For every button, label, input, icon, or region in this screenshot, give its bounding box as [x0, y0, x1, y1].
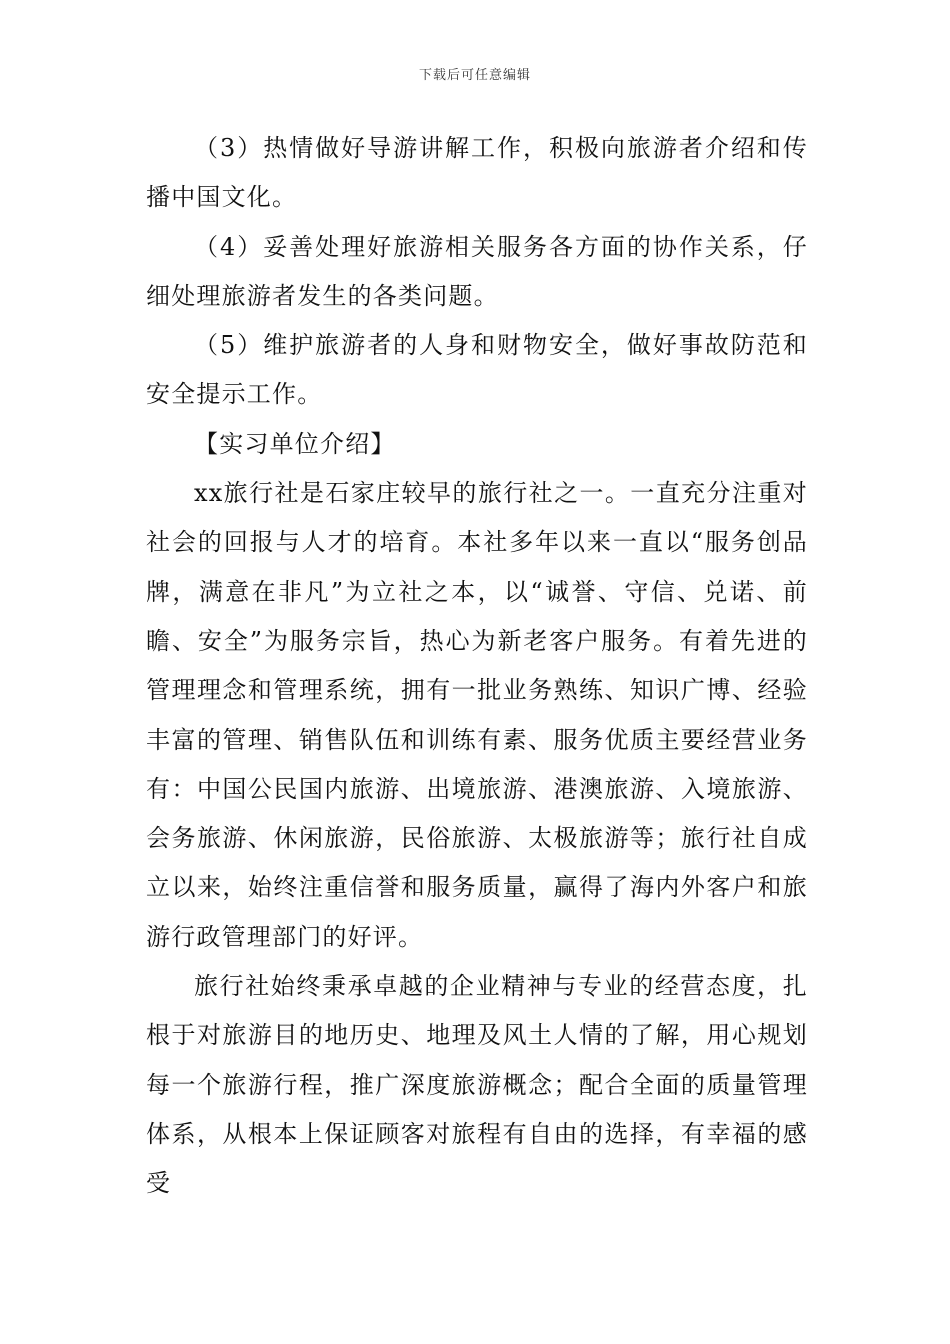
section-heading: 【实习单位介绍】: [194, 429, 396, 458]
document-body: [146, 124, 808, 1209]
company-intro-paragraph: xx旅行社是石家庄较早的旅行社之一。一直充分注重对社会的回报与人才的培育。本社多年以来一直以“服务创品牌，满意在非凡”为立社之本，以“诚誉、守信、兑诺、前瞻、安全”为服务宗旨，热心为新老客户服务。有着先进的管理理念和管理系统，拥有一批业务熟练、知识广博、经验丰富的管理、销售队伍和训练有素、服务优质主要经营业务有：中国公民国内旅游、出境旅游、港澳旅游、入境旅游、会务旅游、休闲旅游，民俗旅游、太极旅游等；旅行社自成立以来，始终注重信誉和服务质量，赢得了海内外客户和旅游行政管理部门的好评。: [146, 479, 808, 951]
duty-item-5: （5）维护旅游者的人身和财物安全，做好事故防范和安全提示工作。: [146, 331, 808, 409]
company-philosophy-paragraph: 旅行社始终秉承卓越的企业精神与专业的经营态度，扎根于对旅游目的地历史、地理及风土人情的了解，用心规划每一个旅游行程，推广深度旅游概念；配合全面的质量管理体系，从根本上保证顾客对旅程有自由的选择，有幸福的感受: [146, 972, 808, 1198]
duty-item-3: （3）热情做好导游讲解工作，积极向旅游者介绍和传播中国文化。: [146, 134, 808, 212]
duty-item-4: （4）妥善处理好旅游相关服务各方面的协作关系，仔细处理旅游者发生的各类问题。: [146, 232, 808, 310]
header-note: 下载后可任意编辑: [418, 68, 531, 83]
